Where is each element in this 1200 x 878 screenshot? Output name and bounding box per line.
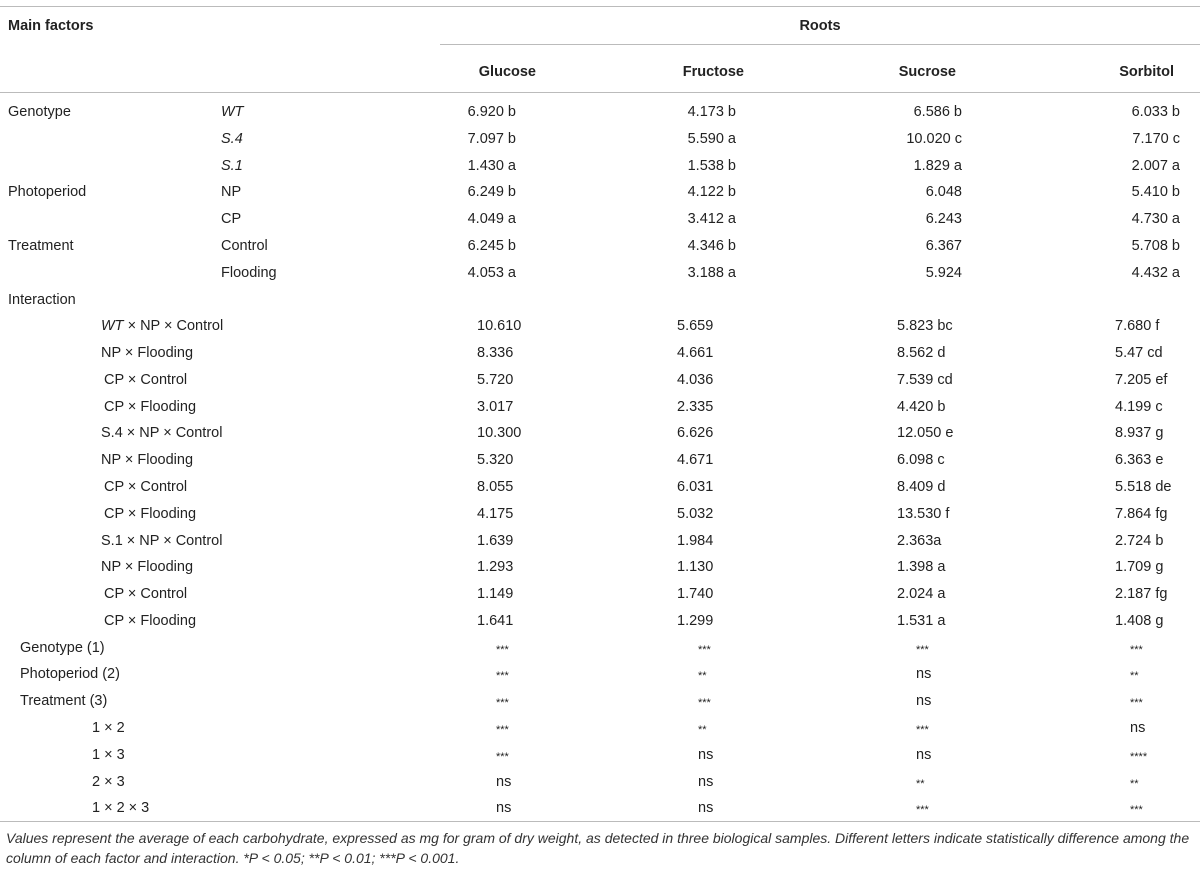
interaction-label: [101, 424, 222, 442]
interaction-levels: NP × Flooding: [101, 345, 194, 361]
table-cell: 4.173 b: [687, 104, 736, 120]
table-cell: 8.336: [477, 345, 514, 361]
table-cell: 12.050 e: [897, 425, 954, 442]
table-cell: 5.720: [477, 371, 514, 388]
significance-cell: ***: [496, 670, 509, 683]
interaction-levels: NP × Flooding: [101, 559, 194, 576]
table-cell: 4.661: [677, 345, 714, 361]
interaction-label: [104, 371, 187, 389]
table-cell: 3.188 a: [687, 264, 736, 281]
table-cell: 6.033 b: [1131, 104, 1180, 120]
table-cell: 4.199 c: [1115, 398, 1163, 415]
table-cell: 8.055: [477, 478, 514, 495]
table-cell: 2.724 b: [1115, 532, 1164, 549]
table-cell: 1.639: [477, 532, 514, 549]
anova-factor-label: 2 × 3: [92, 773, 125, 790]
interaction-label: [104, 612, 196, 630]
table-cell: 3.412 a: [687, 211, 736, 228]
main-factors-header: Main factors: [8, 18, 94, 34]
interaction-genotype-prefix: WT: [101, 318, 124, 335]
column-header-sorbitol: Sorbitol: [1119, 64, 1174, 80]
table-cell: 1.740: [677, 586, 714, 602]
table-cell: 7.680 f: [1115, 318, 1160, 335]
table-cell: 1.641: [477, 612, 514, 629]
table-cell: 6.367: [925, 237, 962, 254]
significance-cell: ns: [916, 693, 932, 710]
table-cell: 4.053 a: [467, 264, 516, 281]
table-cell: 1.538 b: [687, 157, 736, 174]
significance-cell: ***: [496, 643, 509, 656]
table-cell: 1.709 g: [1115, 559, 1164, 576]
table-cell: 6.363 e: [1115, 452, 1164, 469]
table-cell: 5.410 b: [1131, 184, 1180, 201]
anova-factor-label: 1 × 2 × 3: [92, 800, 150, 817]
table-cell: 5.659: [677, 318, 714, 335]
interaction-levels: × NP × Control: [123, 318, 224, 335]
row-factor-label: Treatment: [8, 237, 74, 254]
significance-cell: ***: [916, 804, 929, 817]
table-cell: 3.017: [477, 398, 514, 415]
significance-cell: ns: [1130, 719, 1146, 736]
interaction-label: [101, 451, 193, 469]
significance-cell: ***: [1130, 643, 1143, 656]
anova-factor-label: 1 × 3: [92, 746, 125, 763]
table-cell: 1.984: [677, 532, 714, 549]
significance-cell: ***: [1130, 804, 1143, 817]
significance-cell: ***: [496, 750, 509, 763]
table-cell: 6.031: [677, 478, 714, 495]
table-cell: 8.409 d: [897, 478, 946, 495]
table-cell: 4.432 a: [1131, 264, 1180, 281]
table-cell: 8.937 g: [1115, 425, 1164, 442]
row-factor-label: Photoperiod: [8, 184, 87, 201]
row-level-label: Flooding: [221, 264, 277, 281]
table-cell: 5.47 cd: [1115, 345, 1163, 361]
interaction-levels: CP × Control: [104, 586, 188, 602]
interaction-label: [101, 532, 222, 550]
table-cell: 6.245 b: [467, 237, 516, 254]
row-level-label: S.4: [221, 130, 243, 147]
row-factor-label: Interaction: [8, 291, 76, 308]
table-cell: 1.531 a: [897, 612, 946, 629]
significance-cell: ns: [698, 800, 714, 817]
interaction-levels: CP × Flooding: [104, 612, 197, 629]
table-cell: 2.024 a: [897, 586, 946, 602]
table-cell: 2.187 fg: [1115, 586, 1168, 602]
significance-cell: **: [698, 723, 707, 736]
roots-group-rule: [440, 44, 1200, 45]
significance-cell: ***: [698, 697, 711, 710]
interaction-label: [101, 344, 193, 362]
table-cell: 4.036: [677, 371, 714, 388]
table-cell: 4.049 a: [467, 211, 516, 228]
significance-cell: ***: [496, 697, 509, 710]
row-factor-label: Genotype: [8, 104, 71, 120]
table-cell: 5.320: [477, 452, 514, 469]
interaction-label: [104, 505, 196, 523]
table-cell: 1.299: [677, 612, 714, 629]
table-cell: 5.708 b: [1131, 237, 1180, 254]
table-cell: 8.562 d: [897, 345, 946, 361]
header-bottom-rule: [0, 92, 1200, 93]
interaction-levels: S.4 × NP × Control: [101, 425, 223, 442]
significance-cell: ***: [1130, 697, 1143, 710]
table-cell: 2.363a: [897, 532, 942, 549]
table-cell: 1.130: [677, 559, 714, 576]
table-cell: 6.048: [925, 184, 962, 201]
table-cell: 5.518 de: [1115, 478, 1172, 495]
significance-cell: ***: [698, 643, 711, 656]
row-level-label: NP: [221, 184, 242, 201]
column-header-fructose: Fructose: [682, 64, 744, 80]
significance-cell: **: [1130, 777, 1139, 790]
table-cell: 5.590 a: [687, 130, 736, 147]
table-cell: 1.408 g: [1115, 612, 1164, 629]
row-level-label: Control: [221, 237, 268, 254]
table-cell: 10.020 c: [906, 130, 962, 147]
table-cell: 1.149: [477, 586, 514, 602]
significance-cell: **: [1130, 670, 1139, 683]
table-footnote: Values represent the average of each carbohydrate, expressed as mg for gram of dry weight, as detected in three biological samples. Different letters indicate statistically difference among the column of each factor and interaction. *P < 0.05; **P < 0.01; ***P < 0.001.: [6, 830, 1190, 866]
row-level-label: WT: [221, 104, 244, 120]
significance-cell: ns: [698, 746, 714, 763]
table-cell: 4.730 a: [1131, 211, 1180, 228]
table-cell: 5.924: [925, 264, 962, 281]
interaction-label: [101, 558, 193, 576]
table-cell: 13.530 f: [897, 505, 950, 522]
table-cell: 2.335: [677, 398, 714, 415]
table-cell: 6.243: [925, 211, 962, 228]
anova-factor-label: 1 × 2: [92, 719, 125, 736]
row-level-label: S.1: [221, 157, 243, 174]
table-top-rule: [0, 6, 1200, 7]
table-cell: 6.586 b: [913, 104, 962, 120]
row-level-label: CP: [221, 211, 242, 228]
table-cell: 4.175: [477, 505, 514, 522]
interaction-levels: NP × Flooding: [101, 452, 194, 469]
anova-factor-label: Genotype (1): [20, 639, 105, 656]
table-cell: 2.007 a: [1131, 157, 1180, 174]
anova-factor-label: Photoperiod (2): [20, 666, 120, 683]
significance-cell: ns: [916, 746, 932, 763]
table-cell: 10.610: [477, 318, 522, 335]
significance-cell: ***: [916, 643, 929, 656]
significance-cell: ns: [496, 800, 512, 817]
table-cell: 1.829 a: [913, 157, 962, 174]
table-cell: 7.097 b: [467, 130, 516, 147]
table-cell: 7.205 ef: [1115, 371, 1168, 388]
interaction-label: [101, 317, 223, 335]
interaction-label: [104, 398, 196, 416]
interaction-levels: S.1 × NP × Control: [101, 532, 223, 549]
table-cell: 6.098 c: [897, 452, 945, 469]
significance-cell: ns: [698, 773, 714, 790]
significance-cell: ****: [1130, 750, 1148, 763]
column-header-glucose: Glucose: [478, 64, 536, 80]
table-cell: 1.398 a: [897, 559, 946, 576]
table-cell: 10.300: [477, 425, 522, 442]
table-cell: 6.920 b: [467, 104, 516, 120]
table-cell: 7.170 c: [1132, 130, 1180, 147]
table-cell: 4.122 b: [687, 184, 736, 201]
table-cell: 1.293: [477, 559, 514, 576]
table-cell: 6.249 b: [467, 184, 516, 201]
significance-cell: ***: [496, 723, 509, 736]
significance-cell: ns: [916, 666, 932, 683]
table-cell: 7.864 fg: [1115, 505, 1168, 522]
interaction-levels: CP × Flooding: [104, 398, 197, 415]
table-cell: 7.539 cd: [897, 371, 953, 388]
significance-cell: ***: [916, 723, 929, 736]
table-cell: 1.430 a: [467, 157, 516, 174]
anova-factor-label: Treatment (3): [20, 693, 108, 710]
table-bottom-rule: [0, 821, 1200, 822]
table-cell: 4.346 b: [687, 237, 736, 254]
interaction-levels: CP × Flooding: [104, 505, 197, 522]
interaction-label: [104, 478, 187, 496]
significance-cell: **: [698, 670, 707, 683]
interaction-levels: CP × Control: [104, 371, 188, 388]
interaction-levels: CP × Control: [104, 478, 188, 495]
significance-cell: **: [916, 777, 925, 790]
table-cell: 6.626: [677, 425, 714, 442]
interaction-label: [104, 585, 187, 603]
roots-group-header: Roots: [799, 18, 841, 34]
table-cell: 4.420 b: [897, 398, 946, 415]
table-cell: 5.823 bc: [897, 318, 953, 335]
significance-cell: ns: [496, 773, 512, 790]
table-cell: 5.032: [677, 505, 714, 522]
column-header-sucrose: Sucrose: [898, 64, 956, 80]
table-cell: 4.671: [677, 452, 714, 469]
